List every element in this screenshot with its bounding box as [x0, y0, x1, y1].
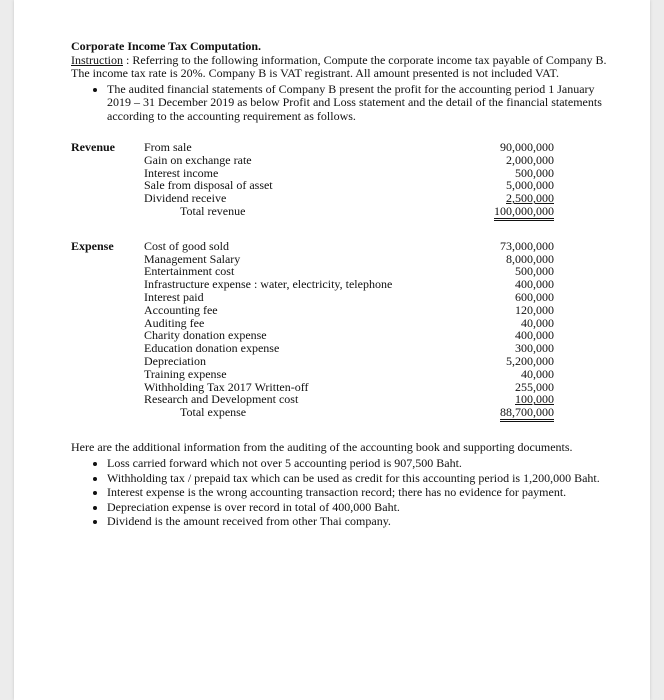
additional-intro: Here are the additional information from the auditing of the accounting book and supporting documents.: [71, 439, 573, 454]
expense-amount-text: 5,200,000: [506, 353, 554, 368]
expense-total-row: [144, 406, 554, 419]
expense-total-text: 88,700,000: [500, 405, 554, 422]
revenue-total-row: [144, 205, 554, 218]
expense-row: [144, 304, 554, 317]
expense-amount-text: 40,000: [521, 315, 554, 330]
expense-table: [144, 240, 554, 419]
expense-amount-text: 100,000: [515, 392, 554, 407]
revenue-total-text: 100,000,000: [494, 204, 554, 221]
expense-item-label: Cost of good sold: [144, 238, 230, 253]
expense-amount-text: 8,000,000: [506, 251, 554, 266]
additional-bullet: • Interest expense is the wrong accounting transaction record; there has no evidence for payment.: [107, 486, 611, 500]
expense-item-label: Infrastructure expense : water, electricity, telephone: [144, 277, 393, 292]
document-title: Corporate Income Tax Computation.: [71, 39, 262, 53]
expense-title: Expense: [71, 238, 114, 253]
revenue-table: [144, 141, 554, 218]
additional-bullet: • Dividend is the amount received from other Thai company.: [107, 515, 611, 529]
revenue-total-amount: [464, 205, 554, 218]
additional-list: [71, 457, 611, 529]
expense-total-amount: [464, 406, 554, 419]
expense-amount-text: 600,000: [515, 289, 554, 304]
additional-bullet: • Loss carried forward which not over 5 accounting period is 907,500 Baht.: [107, 457, 611, 471]
expense-amount-text: 400,000: [515, 328, 554, 343]
revenue-item-label: Dividend receive: [144, 191, 227, 206]
expense-row: [144, 291, 554, 304]
expense-item-label: Accounting fee: [144, 302, 218, 317]
expense-item-label: Depreciation: [144, 353, 206, 368]
expense-item-label: Auditing fee: [144, 315, 205, 330]
intro-bullet: • The audited financial statements of Company B present the profit for the accounting period 1 January 2019 – 31 December 2019 as below Profit and Loss statement and the detail of the financial statements according to the accounting requirement as follows.: [107, 83, 611, 124]
revenue-item-label: Sale from disposal of asset: [144, 178, 273, 193]
expense-item-label: Research and Development cost: [144, 392, 299, 407]
revenue-amount-text: 2,500,000: [506, 191, 554, 206]
expense-row: [144, 278, 554, 291]
document-page: [14, 0, 650, 700]
additional-bullet: • Depreciation expense is over record in total of 400,000 Baht.: [107, 501, 611, 515]
expense-item-label: Entertainment cost: [144, 264, 235, 279]
expense-total-label: Total expense: [180, 405, 247, 420]
instruction-paragraph: [71, 54, 611, 81]
expense-amount-text: 73,000,000: [500, 238, 554, 253]
expense-row: [144, 368, 554, 381]
expense-item-label: Withholding Tax 2017 Written-off: [144, 379, 309, 394]
revenue-total-label: Total revenue: [180, 203, 246, 218]
expense-amount-text: 500,000: [515, 264, 554, 279]
revenue-item-label: Gain on exchange rate: [144, 152, 252, 167]
expense-row: [144, 240, 554, 253]
expense-row: [144, 355, 554, 368]
expense-item-label: Training expense: [144, 366, 227, 381]
revenue-row: [144, 154, 554, 167]
revenue-row: [144, 141, 554, 154]
revenue-item-label: From sale: [144, 140, 192, 154]
expense-item-label: Interest paid: [144, 289, 204, 304]
expense-amount-text: 120,000: [515, 302, 554, 317]
expense-item-label: Management Salary: [144, 251, 241, 266]
additional-bullet: • Withholding tax / prepaid tax which can be used as credit for this accounting period is 1,200,000 Baht.: [107, 472, 611, 486]
expense-item-label: Charity donation expense: [144, 328, 267, 343]
document-content: [71, 40, 611, 530]
expense-amount-text: 400,000: [515, 277, 554, 292]
revenue-title: Revenue: [71, 140, 115, 154]
intro-list: [71, 83, 611, 124]
instruction-label: Instruction: [71, 52, 123, 67]
expense-section: [71, 240, 611, 419]
expense-amount-text: 40,000: [521, 366, 554, 381]
expense-amount-text: 255,000: [515, 379, 554, 394]
revenue-amount-text: 5,000,000: [506, 178, 554, 193]
expense-amount-text: 300,000: [515, 341, 554, 356]
revenue-amount-text: 500,000: [515, 165, 554, 180]
revenue-section: [71, 141, 611, 218]
additional-info: [71, 441, 611, 529]
revenue-amount-text: 2,000,000: [506, 152, 554, 167]
instruction-text: : Referring to the following information, Compute the corporate income tax payable of Company B. The income tax rate is 20%. Company B is VAT registrant. All amount presented is not included VAT.: [71, 52, 607, 80]
expense-item-label: Education donation expense: [144, 341, 280, 356]
revenue-amount-text: 90,000,000: [500, 140, 554, 154]
revenue-item-label: Interest income: [144, 165, 219, 180]
